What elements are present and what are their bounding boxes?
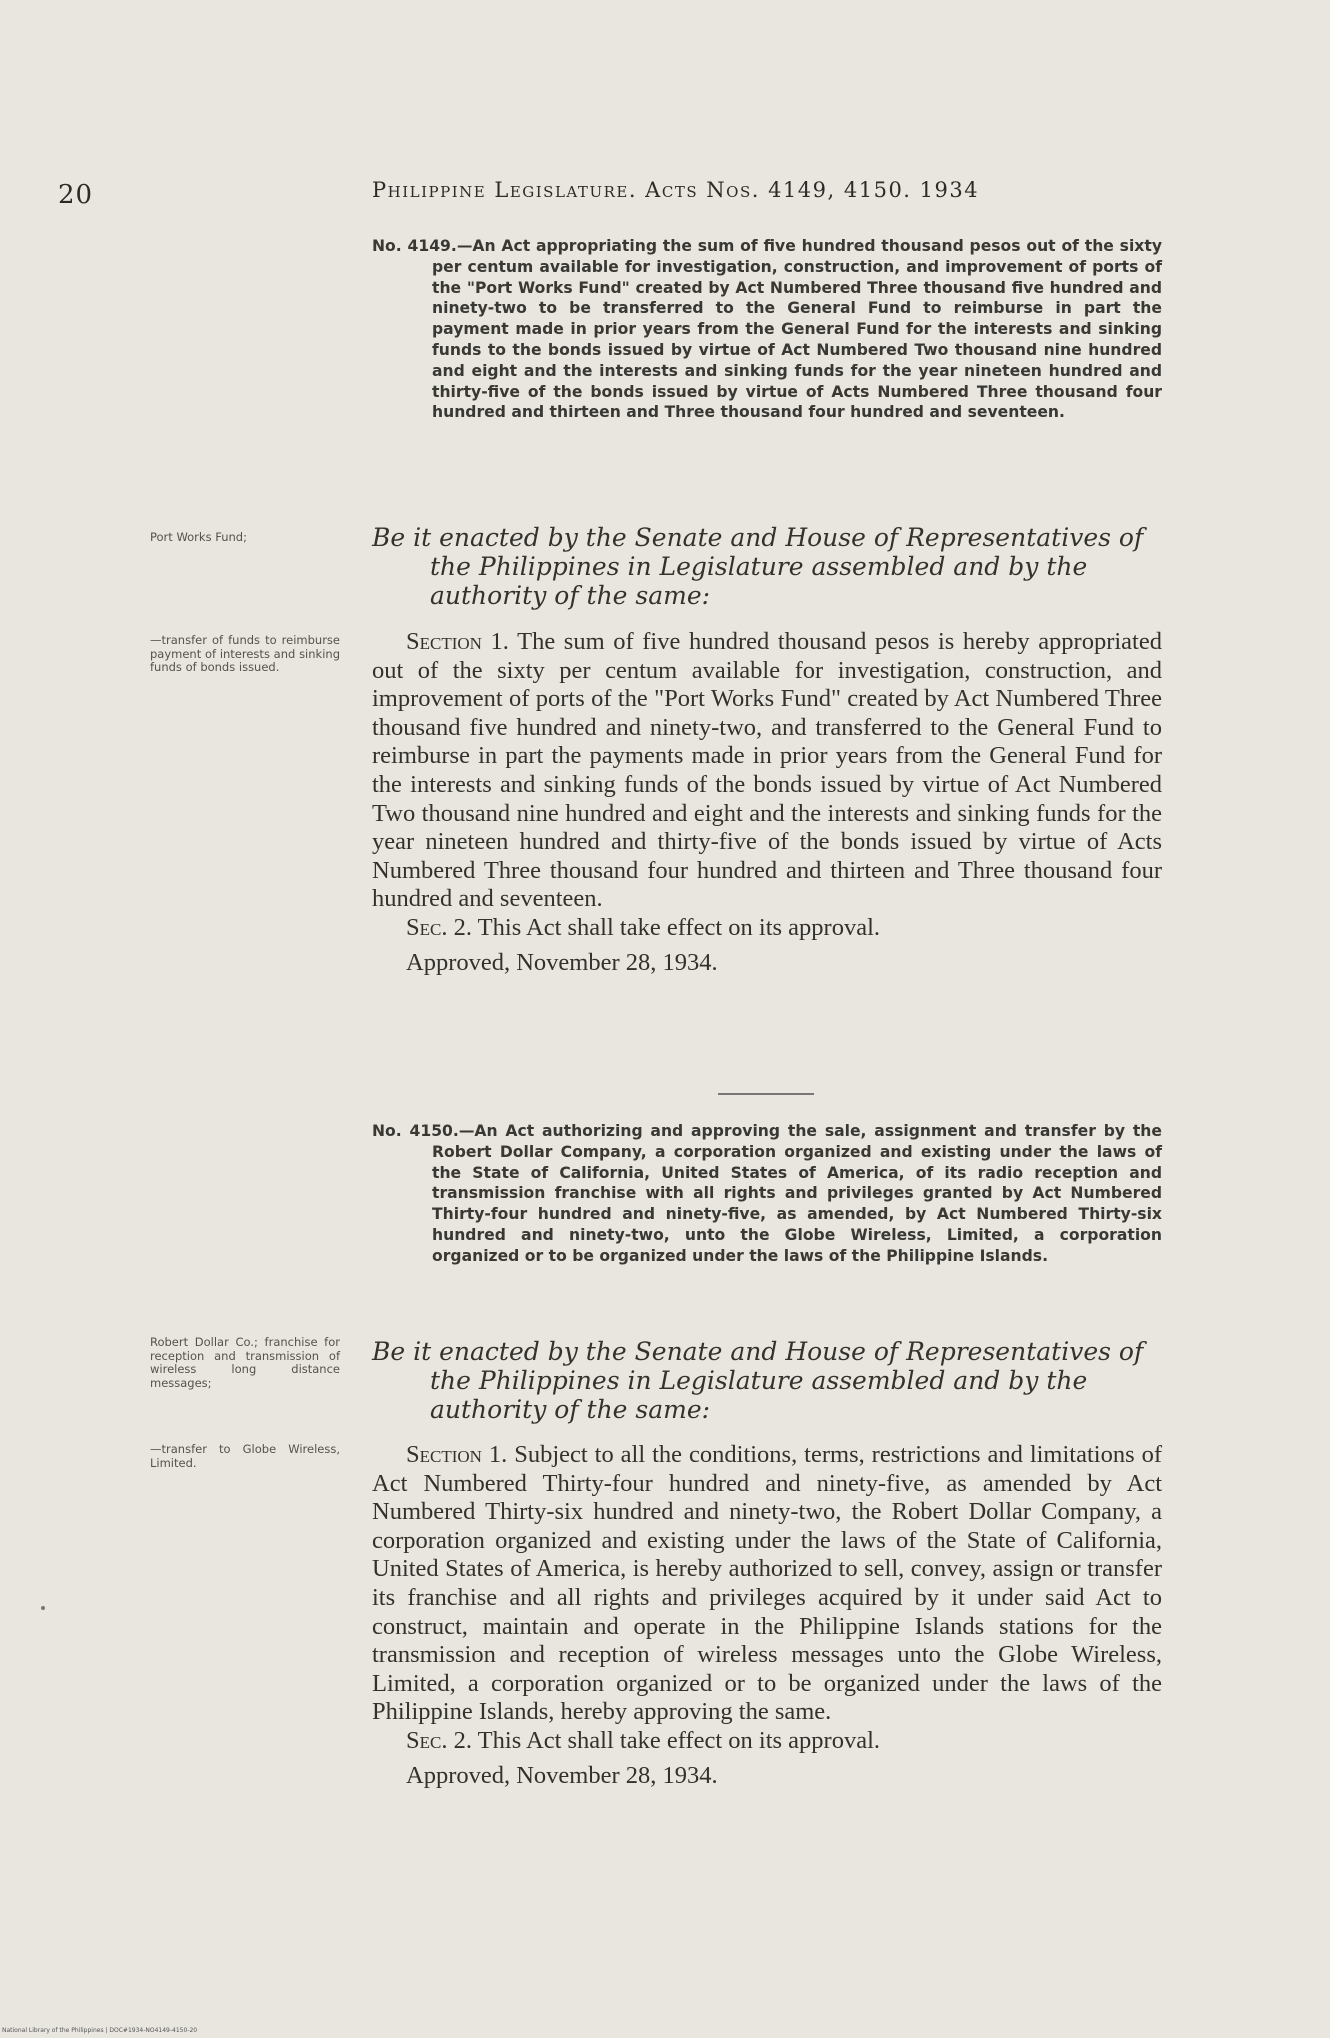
footer-archive-text: National Library of the Philippines | DOC#1934-NO4149-4150-20 bbox=[2, 2027, 198, 2034]
section-text: This Act shall take effect on its approval. bbox=[477, 1726, 880, 1754]
act-4149-body bbox=[372, 628, 1162, 977]
act-4149-section-1 bbox=[372, 628, 1162, 914]
act-4149-margin-note-port-works-fund: Port Works Fund; bbox=[150, 530, 247, 544]
act-4149-approved: Approved, November 28, 1934. bbox=[406, 948, 718, 976]
act-4150-title bbox=[372, 1121, 1162, 1267]
act-4150-margin-note-transfer: —transfer to Globe Wireless, Limited. bbox=[150, 1442, 340, 1470]
section-label: Section 1. bbox=[406, 1441, 508, 1468]
act-4150-enacting-clause: Be it enacted by the Senate and House of Representatives of the Philippines in Legislature assembled and by the authority of the same: bbox=[372, 1337, 1144, 1424]
act-4150-section-1 bbox=[372, 1441, 1162, 1727]
section-label: Sec. 2. bbox=[406, 1726, 472, 1754]
act-4150-title-text: No. 4150.—An Act authorizing and approving the sale, assignment and transfer by the Robert Dollar Company, a corporation organized and existing under the laws of the State of California, United States of America, of its radio reception and transmission franchise with all rights and privileges granted by Act Numbered Thirty-four hundred and ninety-five, as amended, by Act Numbered Thirty-six hundred and ninety-two, unto the Globe Wireless, Limited, a corporation organized or to be organized under the laws of the Philippine Islands. bbox=[372, 1122, 1162, 1265]
section-text: The sum of five hundred thousand pesos is hereby appropriated out of the sixty per centum available for investigation, construction, and improvement of ports of the "Port Works Fund" created by Act Numbered Three thousand five hundred and ninety-two, and transferred to the General Fund to reimburse in part the payments made in prior years from the General Fund for the interests and sinking funds of the bonds issued by virtue of Act Numbered Two thousand nine hundred and eight and the interests and sinking funds for the year nineteen hundred and thirty-five of the bonds issued by virtue of Acts Numbered Three thousand four hundred and thirteen and Three thousand four hundred and seventeen. bbox=[372, 628, 1162, 913]
act-4149-title-text: No. 4149.—An Act appropriating the sum of five hundred thousand pesos out of the sixty per centum available for investigation, construction, and improvement of ports of the "Port Works Fund" created by Act Numbered Three thousand five hundred and ninety-two to be transferred to the General Fund to reimburse in part the payment made in prior years from the General Fund for the interests and sinking funds to the bonds issued by virtue of Act Numbered Two thousand nine hundred and eight and the interests and sinking funds for the year nineteen hundred and thirty-five of the bonds issued by virtue of Acts Numbered Three thousand four hundred and thirteen and Three thousand four hundred and seventeen. bbox=[372, 237, 1162, 422]
page-number: 20 bbox=[58, 180, 94, 210]
section-text: Subject to all the conditions, terms, restrictions and limitations of Act Numbered Thirty-four hundred and ninety-five, as amended by Act Numbered Thirty-six hundred and ninety-two, the Robert Dollar Company, a corporation organized and existing under the laws of the State of California, United States of America, is hereby authorized to sell, convey, assign or transfer its franchise and all rights and privileges acquired by it under said Act to construct, maintain and operate in the Philippine Islands stations for the transmission and reception of wireless messages unto the Globe Wireless, Limited, a corporation organized or to be organized under the laws of the Philippine Islands, hereby approving the same. bbox=[372, 1441, 1162, 1726]
scan-speck bbox=[41, 1606, 45, 1610]
act-4150-margin-note-robert-dollar: Robert Dollar Co.; franchise for reception and transmission of wireless long distance messages; bbox=[150, 1335, 340, 1390]
act-4150-approved: Approved, November 28, 1934. bbox=[406, 1761, 718, 1789]
running-head: Philippine Legislature. Acts Nos. 4149, 4150. 1934 bbox=[372, 178, 980, 202]
section-divider bbox=[718, 1093, 814, 1095]
act-4150-body bbox=[372, 1441, 1162, 1790]
act-4149-section-2 bbox=[372, 914, 1162, 943]
section-text: This Act shall take effect on its approval. bbox=[477, 913, 880, 941]
section-label: Section 1. bbox=[406, 628, 509, 655]
act-4149-title bbox=[372, 236, 1162, 423]
act-4149-enacting-clause: Be it enacted by the Senate and House of Representatives of the Philippines in Legislature assembled and by the authority of the same: bbox=[372, 523, 1144, 610]
act-4149-margin-note-transfer: —transfer of funds to reimburse payment of interests and sinking funds of bonds issued. bbox=[150, 633, 340, 674]
section-label: Sec. 2. bbox=[406, 913, 472, 941]
act-4150-section-2 bbox=[372, 1727, 1162, 1756]
